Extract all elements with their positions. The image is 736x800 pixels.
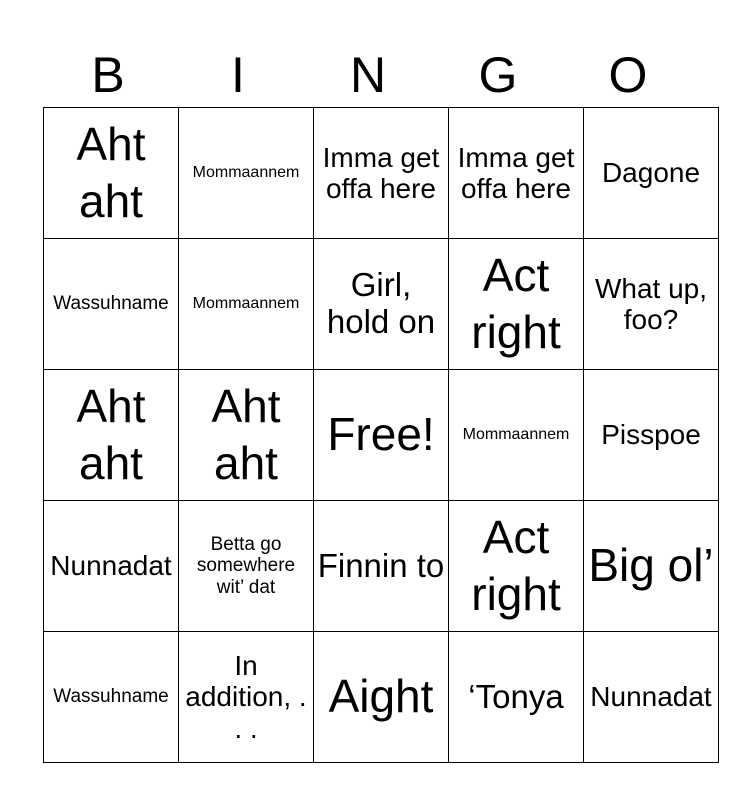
bingo-cell: Act right (449, 501, 584, 632)
bingo-cell: Mommaannem (449, 370, 584, 501)
bingo-cell: Girl, hold on (314, 239, 449, 370)
bingo-cell: Mommaannem (179, 239, 314, 370)
bingo-row (44, 239, 719, 370)
bingo-cell: Betta go somewhere wit’ dat (179, 501, 314, 632)
bingo-cell: Finnin to (314, 501, 449, 632)
bingo-cell: Act right (449, 239, 584, 370)
bingo-card (43, 107, 719, 763)
header-letter-n: N (349, 47, 387, 103)
header-letter-g: G (478, 47, 518, 103)
bingo-cell: Wassuhname (44, 239, 179, 370)
bingo-cell: Imma get offa here (449, 108, 584, 239)
bingo-cell: Nunnadat (44, 501, 179, 632)
bingo-cell: ‘Tonya (449, 632, 584, 763)
bingo-row (44, 632, 719, 763)
bingo-row (44, 108, 719, 239)
bingo-cell: Dagone (584, 108, 719, 239)
bingo-cell: Big ol’ (584, 501, 719, 632)
bingo-cell: Aht aht (44, 370, 179, 501)
bingo-cell: Nunnadat (584, 632, 719, 763)
bingo-cell: Imma get offa here (314, 108, 449, 239)
header-letter-o: O (608, 47, 648, 103)
bingo-cell: Wassuhname (44, 632, 179, 763)
bingo-cell: Aht aht (179, 370, 314, 501)
header-letter-b: B (91, 47, 125, 103)
bingo-cell: In addition, . . . (179, 632, 314, 763)
bingo-cell: Mommaannem (179, 108, 314, 239)
bingo-cell: Aht aht (44, 108, 179, 239)
bingo-row (44, 370, 719, 501)
bingo-cell: What up, foo? (584, 239, 719, 370)
header-letter-i: I (231, 47, 245, 103)
bingo-cell: Aight (314, 632, 449, 763)
bingo-cell: Pisspoe (584, 370, 719, 501)
free-space-cell: Free! (314, 370, 449, 501)
bingo-row (44, 501, 719, 632)
bingo-header (43, 44, 693, 106)
